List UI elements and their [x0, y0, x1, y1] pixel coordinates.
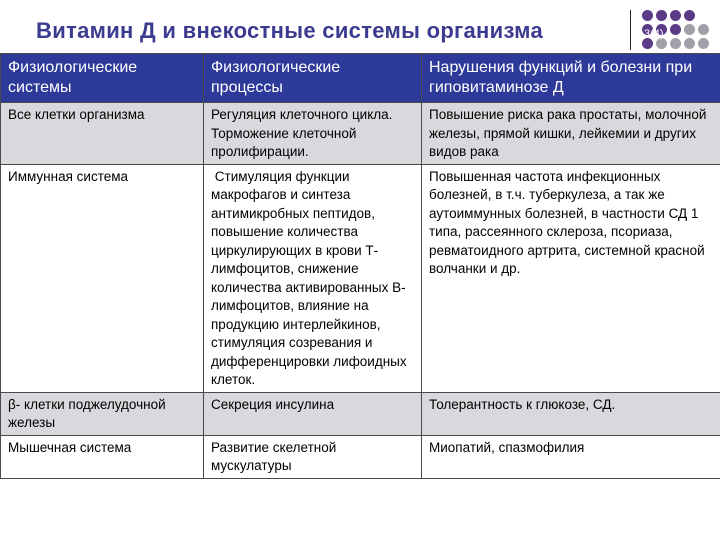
cell-disorder: Повышенная частота инфекционных болезней, в т.ч. туберкулеза, а так же аутоиммунных болезней, в частности СД 1 типа, рассеянного склероза, псориаза, ревматоидного артрита, системной красной волчанки и др. [422, 164, 720, 392]
slide-title: Витамин Д и внекостные системы организма [36, 18, 543, 43]
slide-number: 3(4) [644, 28, 664, 40]
dot [670, 10, 681, 21]
dot [684, 10, 695, 21]
cell-system: β- клетки поджелудочной железы [1, 392, 204, 435]
cell-process: Развитие скелетной мускулатуры [204, 435, 422, 478]
cell-system: Мышечная система [1, 435, 204, 478]
table-row [1, 392, 720, 435]
cell-process: Стимуляция функции макрофагов и синтеза антимикробных пептидов, повышение количества циркулирующих в крови Т-лимфоцитов, снижение количества активированных В-лимфоцитов, влияние на продукцию интерлейкинов, стимуляция созревания и дифференцировки лифоидных клеток. [204, 164, 422, 392]
cell-process: Регуляция клеточного цикла. Торможение клеточной пролифирации. [204, 103, 422, 165]
dot [670, 38, 681, 49]
dot [698, 24, 709, 35]
table-header-row [1, 54, 720, 103]
dot [642, 10, 653, 21]
cell-process: Секреция инсулина [204, 392, 422, 435]
table-row [1, 164, 720, 392]
cell-system: Иммунная система [1, 164, 204, 392]
vitamin-d-table [0, 53, 720, 479]
cell-disorder: Повышение риска рака простаты, молочной железы, прямой кишки, лейкемии и других видов рака [422, 103, 720, 165]
cell-system: Все клетки организма [1, 103, 204, 165]
dot [684, 24, 695, 35]
dot [670, 24, 681, 35]
table-row [1, 103, 720, 165]
dot [684, 38, 695, 49]
dot [698, 38, 709, 49]
cell-disorder: Миопатий, спазмофилия [422, 435, 720, 478]
dot [656, 10, 667, 21]
header-processes: Физиологические процессы [204, 54, 422, 103]
header-disorders: Нарушения функций и болезни при гиповитаминозе Д [422, 54, 720, 103]
header-systems: Физиологические системы [1, 54, 204, 103]
title-divider [630, 10, 631, 50]
cell-disorder: Толерантность к глюкозе, СД. [422, 392, 720, 435]
table-row [1, 435, 720, 478]
